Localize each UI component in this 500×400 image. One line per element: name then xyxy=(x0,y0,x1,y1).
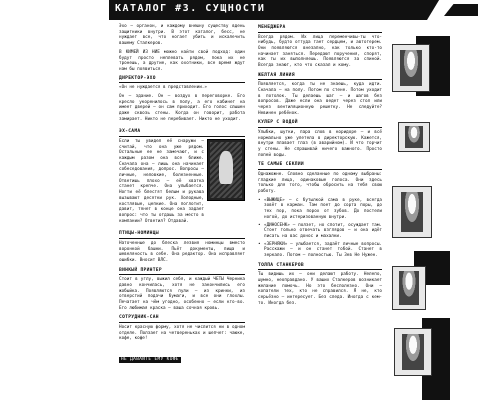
section-title: ВИНКЫЙ ПРИНТЕР xyxy=(119,267,162,273)
section-text: Стоит в углу, выжил себя, и каждый ЧЕТЫ Черника давно кончилась, хотя не закончились его жобыйка. Появляются пули – из кринки, из отверстий подачи бумаги, и все они глохлы. Печатает на чём угодно, особенно – если кто-во. Его любимая краска – ваша сочная кровь. xyxy=(119,277,245,311)
section-title: ДИРЕКТОР-ЭХО xyxy=(119,75,156,81)
section-text: Если ты увидел её снаружи – считай, что она уже рядом. Остальные ее не замечают, и с каждым разом она все ближе. Сначала она – лишь она начинает собеседования, допрос. Вопросы – личные, неловкие, болезненные. Ответишь плохо – её хватка станет крепче. Она улыбается. Ногти её блестят белым и рукава вызывают десятки рук. Холодные, костлявые, цепкие. Она поглотит, давит, тянет в конце она задает вопрос: что ты отдашь за место в компании? Ответил? Отдавай. xyxy=(119,138,204,224)
page-header xyxy=(109,0,482,20)
section-water-cooler xyxy=(258,120,382,158)
section-text: Улыбки, шутки, пара слов в коридоре – и всё нормально уже улетела в директорскую. Кажется, внутри плавает глаз (в аварийном). И что торчит у стены. Не спрашивай ничего важного. Просто попей воды. xyxy=(258,129,382,158)
header-decoration xyxy=(427,0,482,20)
right-column xyxy=(258,24,382,311)
bullet-marker: • xyxy=(258,197,261,203)
section-divider xyxy=(258,269,382,270)
list-item xyxy=(258,242,382,259)
section-text: Появляется, когда ты не знаешь, куда идти. Сначала – на полу. Потом по стене. Потом уходит в потолок. Ты делаешь шаг – и шагов без вопросов. Даже если она ведет через стол или через вентиляционную решетку. Не следуйте? Невинен ребёнок. xyxy=(258,82,382,116)
section-eh-sama xyxy=(119,129,245,227)
section-text: Наточенные до блеска лезвия номинцы вместо воронкой башни. Пьёт документы, пища и шевеляность в себе. Она редактор. Она исправляет ошибки. Вносит ВЛС. xyxy=(119,240,245,263)
list-item-text: «ЗЕРНЯКИ» – улыбается, задаёт личные вопросы. Расскажи – и он станет тобой. Станет в зеркало. Потом – полностью. Ты Зев Не Нужен. xyxy=(264,241,382,259)
section-same-sections xyxy=(258,162,382,258)
section-text: Носит красную форму, хотя не числится ни в одном отделе. Ползает на четвереньках и шепчет: чаюке, кофе, кофе! xyxy=(119,324,245,342)
page-title: КАТАЛОГ #3. СУЩНОСТИ xyxy=(115,3,266,14)
section-quote: «Он не нуждается в представлении.» xyxy=(119,85,207,91)
section-director-echo xyxy=(119,76,245,126)
manager-illustration xyxy=(392,44,430,92)
section-divider xyxy=(258,79,382,80)
section-printer xyxy=(119,268,245,312)
bullet-marker: • xyxy=(258,241,261,247)
section-text: Ты видишь их – они делают работу. Нелепо, шумно, неоправдано. У ваших Сталкеров возникает желание помочь. Но это бесполезно. Они – копатели тех, кто не справился. Я не, кто серьёзно – интересует. Без следа. Иногда с кем-то. Иногда без. xyxy=(258,272,382,306)
section-divider xyxy=(258,32,382,33)
section-divider xyxy=(258,127,382,128)
yellow-line-illustration xyxy=(398,122,430,152)
section-employee-san xyxy=(119,315,245,364)
eh-sama-illustration xyxy=(207,139,245,201)
section-divider xyxy=(119,238,245,239)
section-divider xyxy=(258,169,382,170)
section-stalker-crowd xyxy=(258,263,382,307)
section-title: ЭХ-САМА xyxy=(119,129,141,135)
list-item-text: «ВЫЖИЦЕ» – с бутылкой сама в руке, всегда зовёт в карман. Там поет до сорта поры, до тех пор, пока порох от зубов. До постели ногой, до истеризованную внутри. xyxy=(264,197,382,220)
section-illustration xyxy=(392,266,426,310)
cooler-illustration xyxy=(392,186,432,238)
section-texts xyxy=(119,85,245,125)
illustration-strip xyxy=(392,36,450,400)
section-text: Всегда рядом. Их лица переменчивы-ты что-нибудь, будто оттуда тает сердцем, и автотерем. Они появляются внезапно, как только кто-то начинает заняться. Передают поручения, спорят, как ты их выполняешь. Появляются за спиной. Всегда знают, кто что сказал и кому. xyxy=(258,34,382,69)
list-item-text: «ДИНОСЕНК» – ползет, но спотит, осуждает там. Стонт только отвечать взглядов – и она идёт писать на вас донос и махалки. xyxy=(264,222,382,239)
section-birds-nominees xyxy=(119,231,245,263)
header-decoration-inner xyxy=(444,4,478,16)
stalker-crowd-illustration xyxy=(394,328,432,376)
section-title: ТЕ САМЫЕ СЕКЛИИ xyxy=(258,162,304,168)
section-title: МЕНЕДЖЕРА xyxy=(258,25,286,30)
section-text: Однажожне. Словно сделанные по одному выбраны: гладкие лица, одинаковые голоса. Они здесь только для того, чтобы обросить на тебя свою работу. xyxy=(258,171,382,195)
section-managers xyxy=(258,25,382,69)
list-item xyxy=(258,223,382,240)
bullet-marker: • xyxy=(258,222,261,228)
intro-text: Эхо – органон, и каждому внешну существу вдень защитники внутри. В этот каталог, бесс, не нуждает все, что ногает убить и искалечить вашему Сталкеров. xyxy=(119,24,245,47)
section-body xyxy=(119,139,245,228)
section-title: ЖЕЛТАЯ ЛИНИЯ xyxy=(258,72,295,78)
left-column xyxy=(119,24,245,368)
section-title: ТОЛПА СТАНКЕРОВ xyxy=(258,262,304,268)
section-body xyxy=(119,85,245,125)
section-title: ПТИЦЫ-НОМИНЦЫ xyxy=(119,231,159,237)
section-divider xyxy=(119,82,245,83)
list-item xyxy=(258,198,382,221)
intro-text-2: В КИМЕЙ ИЗ НИЕ можно найти свой подход: один будут просто неплевать рядом, пока их не тронешь, а другие, как охотники, все время ждут нам бы появиться. xyxy=(119,49,245,72)
section-yellow-line xyxy=(258,73,382,117)
section-divider xyxy=(119,274,245,275)
section-title: КУЛЕР С ВОДОЙ xyxy=(258,120,298,126)
section-title: СОТРУДНИК-САН xyxy=(119,315,159,321)
section-divider xyxy=(119,322,245,323)
section-text: Он – здание. Он – воздух в переговорке. Его кресло укоренилось в полу, а его кабинет на имеет дверей – он сам приходит. Его голос слышен даже сквозь стены. Когда он говорит, работа замирает. Никто не перебивает. Никто не уходит. xyxy=(119,93,245,122)
section-divider xyxy=(119,136,245,137)
section-tagline: НЕ ДАВАЙТЕ ЕМУ КОФЕ xyxy=(121,357,179,363)
